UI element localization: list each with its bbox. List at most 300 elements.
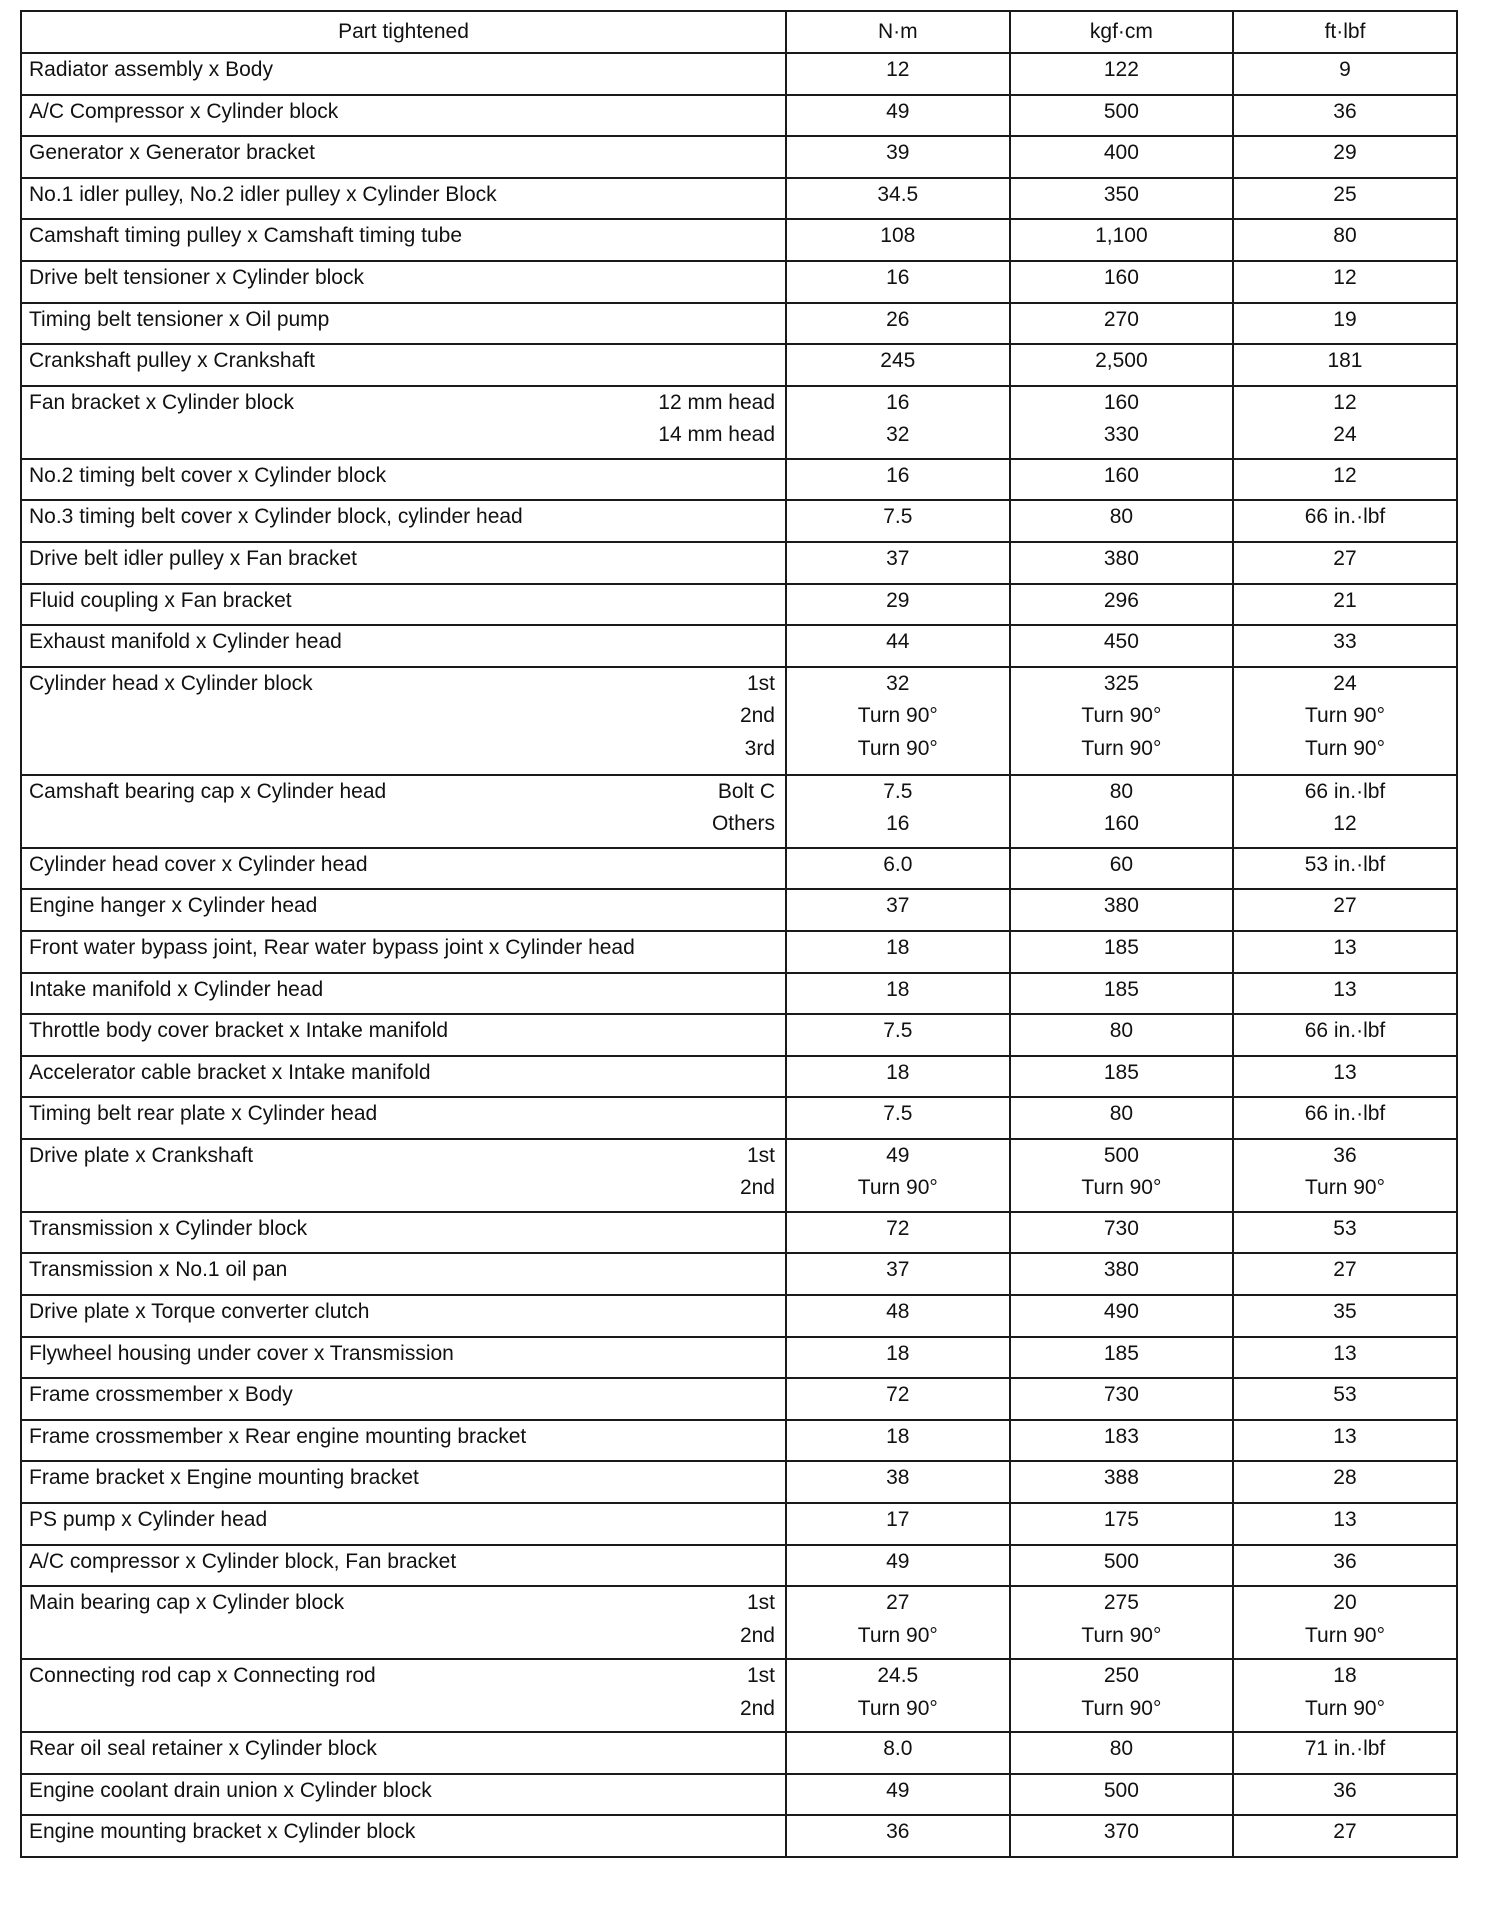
part-name: Exhaust manifold x Cylinder head	[29, 630, 342, 654]
condition: 14 mm head	[658, 423, 775, 447]
part-name-line	[22, 220, 785, 253]
part-name: Fan bracket x Cylinder block	[29, 390, 294, 414]
table-row	[21, 1253, 1457, 1295]
table-row	[21, 542, 1457, 584]
value-nm: 8.0	[883, 1737, 913, 1761]
value-kgfcm-cell	[1010, 1212, 1234, 1254]
value-kgfcm: 160	[1103, 265, 1139, 289]
part-cell	[21, 1295, 786, 1337]
part-name-line	[22, 543, 785, 576]
value-ftlbf: 53	[1333, 1216, 1357, 1240]
value-ftlbf-cell	[1233, 848, 1457, 890]
header-row	[21, 11, 1457, 53]
value-nm: 7.5	[883, 505, 913, 529]
value-ftlbf: Turn 90°	[1304, 736, 1385, 760]
condition: 12 mm head	[658, 390, 775, 414]
value-kgfcm: 500	[1103, 99, 1139, 123]
value-nm-cell	[786, 1212, 1010, 1254]
value-kgfcm: 270	[1103, 307, 1139, 331]
value-nm-cell	[786, 261, 1010, 303]
condition: 1st	[746, 671, 775, 695]
value-ftlbf: Turn 90°	[1304, 704, 1385, 728]
part-name: Throttle body cover bracket x Intake manifold	[29, 1019, 449, 1043]
value-kgfcm: 80	[1109, 1102, 1134, 1126]
part-cell	[21, 1139, 786, 1212]
table-row	[21, 1586, 1457, 1659]
part-name-line	[22, 1296, 785, 1329]
table-row	[21, 625, 1457, 667]
value-kgfcm: 370	[1103, 1820, 1139, 1844]
part-name-line	[22, 1057, 785, 1090]
value-kgfcm-cell	[1010, 1659, 1234, 1732]
part-name: Crankshaft pulley x Crankshaft	[29, 349, 315, 373]
value-ftlbf-cell	[1233, 973, 1457, 1015]
part-name: Timing belt rear plate x Cylinder head	[29, 1102, 378, 1126]
value-nm: 37	[886, 894, 910, 918]
value-nm-cell	[786, 1545, 1010, 1587]
value-ftlbf-cell	[1233, 1014, 1457, 1056]
value-kgfcm-cell	[1010, 1545, 1234, 1587]
part-cell	[21, 1503, 786, 1545]
condition: Others	[711, 812, 775, 836]
condition: 1st	[746, 1143, 775, 1167]
value-ftlbf: 13	[1333, 1060, 1357, 1084]
value-ftlbf-cell	[1233, 459, 1457, 501]
part-cell	[21, 1253, 786, 1295]
part-name: Camshaft bearing cap x Cylinder head	[29, 779, 387, 803]
value-ftlbf: 71 in.·lbf	[1304, 1737, 1386, 1761]
value-nm: 34.5	[877, 182, 919, 206]
value-ftlbf-cell	[1233, 95, 1457, 137]
value-kgfcm-cell	[1010, 1295, 1234, 1337]
table-row	[21, 1212, 1457, 1254]
value-ftlbf: 66 in.·lbf	[1304, 505, 1386, 529]
part-name-line	[22, 1338, 785, 1371]
value-nm: 16	[886, 812, 910, 836]
value-ftlbf-cell	[1233, 1420, 1457, 1462]
table-row	[21, 889, 1457, 931]
value-nm: Turn 90°	[857, 736, 938, 760]
value-kgfcm: Turn 90°	[1081, 704, 1162, 728]
part-name: Transmission x No.1 oil pan	[29, 1258, 288, 1282]
table-row	[21, 1337, 1457, 1379]
part-cell	[21, 584, 786, 626]
value-nm: 29	[886, 588, 910, 612]
value-ftlbf: 18	[1333, 1664, 1357, 1688]
value-ftlbf-cell	[1233, 219, 1457, 261]
table-row	[21, 1295, 1457, 1337]
value-nm-cell	[786, 178, 1010, 220]
part-cell	[21, 848, 786, 890]
table-row	[21, 178, 1457, 220]
part-name-line	[22, 304, 785, 337]
value-ftlbf-cell	[1233, 1732, 1457, 1774]
part-name-line	[22, 974, 785, 1007]
table-row	[21, 1545, 1457, 1587]
value-nm-cell	[786, 1815, 1010, 1857]
value-nm: 245	[880, 349, 916, 373]
value-ftlbf-cell	[1233, 667, 1457, 775]
header-ftlbf: ft·lbf	[1233, 11, 1457, 53]
value-kgfcm-cell	[1010, 261, 1234, 303]
value-ftlbf: 13	[1333, 977, 1357, 1001]
part-cell	[21, 1545, 786, 1587]
part-name: Transmission x Cylinder block	[29, 1216, 308, 1240]
value-nm-cell	[786, 1774, 1010, 1816]
part-cell	[21, 386, 786, 459]
table-row	[21, 219, 1457, 261]
part-name-line	[22, 345, 785, 378]
part-cell	[21, 178, 786, 220]
value-kgfcm: 380	[1103, 1258, 1139, 1282]
value-nm: 36	[886, 1820, 910, 1844]
value-nm: 44	[886, 630, 910, 654]
table-row	[21, 1461, 1457, 1503]
value-nm-cell	[786, 344, 1010, 386]
value-ftlbf: 24	[1333, 671, 1357, 695]
value-nm: 48	[886, 1300, 910, 1324]
part-cell	[21, 219, 786, 261]
value-ftlbf: 12	[1333, 812, 1357, 836]
value-nm-cell	[786, 136, 1010, 178]
value-nm-cell	[786, 775, 1010, 848]
value-nm: 16	[886, 265, 910, 289]
value-ftlbf: 13	[1333, 1508, 1357, 1532]
value-kgfcm: 380	[1103, 546, 1139, 570]
part-cell	[21, 136, 786, 178]
value-ftlbf-cell	[1233, 1659, 1457, 1732]
part-name-line	[22, 1504, 785, 1537]
part-cell	[21, 459, 786, 501]
part-name: Front water bypass joint, Rear water bypass joint x Cylinder head	[29, 935, 635, 959]
value-nm-cell	[786, 1732, 1010, 1774]
value-ftlbf-cell	[1233, 1253, 1457, 1295]
part-name-line	[22, 387, 785, 420]
table-row	[21, 775, 1457, 848]
value-kgfcm: 730	[1103, 1383, 1139, 1407]
value-kgfcm-cell	[1010, 1378, 1234, 1420]
value-nm-cell	[786, 95, 1010, 137]
value-nm: 37	[886, 1258, 910, 1282]
value-kgfcm: 730	[1103, 1216, 1139, 1240]
part-cell	[21, 1212, 786, 1254]
part-name-line	[22, 668, 785, 701]
part-name-line	[22, 1379, 785, 1412]
value-ftlbf: 33	[1333, 630, 1357, 654]
table-row	[21, 1774, 1457, 1816]
value-kgfcm: 160	[1103, 812, 1139, 836]
table-row	[21, 1097, 1457, 1139]
table-row	[21, 1503, 1457, 1545]
part-name-line	[22, 890, 785, 923]
value-nm: 16	[886, 390, 910, 414]
table-row	[21, 459, 1457, 501]
value-nm: 49	[886, 1549, 910, 1573]
value-kgfcm-cell	[1010, 889, 1234, 931]
part-name: No.3 timing belt cover x Cylinder block, cylinder head	[29, 505, 523, 529]
value-kgfcm: 175	[1103, 1508, 1139, 1532]
value-kgfcm: Turn 90°	[1081, 1696, 1162, 1720]
part-cell	[21, 775, 786, 848]
value-kgfcm-cell	[1010, 1420, 1234, 1462]
torque-spec-table	[20, 10, 1458, 1858]
table-row	[21, 261, 1457, 303]
value-nm-cell	[786, 219, 1010, 261]
part-name: Drive belt tensioner x Cylinder block	[29, 265, 364, 289]
part-cell	[21, 95, 786, 137]
value-nm: 108	[880, 224, 916, 248]
part-name-line	[22, 626, 785, 659]
value-ftlbf-cell	[1233, 261, 1457, 303]
value-ftlbf-cell	[1233, 1337, 1457, 1379]
part-name: Rear oil seal retainer x Cylinder block	[29, 1737, 377, 1761]
part-name: Intake manifold x Cylinder head	[29, 977, 324, 1001]
condition: 2nd	[739, 1696, 775, 1720]
value-kgfcm-cell	[1010, 584, 1234, 626]
part-cell	[21, 1056, 786, 1098]
value-ftlbf: Turn 90°	[1304, 1623, 1385, 1647]
value-kgfcm: 380	[1103, 894, 1139, 918]
part-name-line	[22, 179, 785, 212]
value-nm: 72	[886, 1216, 910, 1240]
part-name: Engine mounting bracket x Cylinder block	[29, 1820, 416, 1844]
value-nm: 18	[886, 1424, 910, 1448]
part-name: Timing belt tensioner x Oil pump	[29, 307, 330, 331]
part-name: Frame crossmember x Body	[29, 1383, 293, 1407]
value-nm: 17	[886, 1508, 910, 1532]
value-kgfcm-cell	[1010, 1097, 1234, 1139]
value-ftlbf: 24	[1333, 423, 1357, 447]
value-ftlbf-cell	[1233, 178, 1457, 220]
value-nm-cell	[786, 625, 1010, 667]
value-kgfcm-cell	[1010, 1815, 1234, 1857]
part-cell	[21, 889, 786, 931]
table-row	[21, 1014, 1457, 1056]
part-cell	[21, 1732, 786, 1774]
value-ftlbf: 25	[1333, 182, 1357, 206]
value-ftlbf: 19	[1333, 307, 1357, 331]
value-ftlbf-cell	[1233, 1545, 1457, 1587]
part-name: Generator x Generator bracket	[29, 141, 315, 165]
table-row	[21, 344, 1457, 386]
table-row	[21, 1139, 1457, 1212]
table-body	[21, 53, 1457, 1857]
value-nm-cell	[786, 1586, 1010, 1659]
value-ftlbf: 29	[1333, 141, 1357, 165]
value-ftlbf: 27	[1333, 894, 1357, 918]
value-ftlbf: 21	[1333, 588, 1357, 612]
condition: 1st	[746, 1591, 775, 1615]
value-nm-cell	[786, 1295, 1010, 1337]
value-kgfcm-cell	[1010, 1774, 1234, 1816]
value-nm-cell	[786, 1253, 1010, 1295]
value-nm-cell	[786, 1014, 1010, 1056]
value-ftlbf: 13	[1333, 935, 1357, 959]
condition: 2nd	[739, 1176, 775, 1200]
value-nm: 6.0	[883, 852, 913, 876]
value-kgfcm-cell	[1010, 1503, 1234, 1545]
table-row	[21, 136, 1457, 178]
value-ftlbf: Turn 90°	[1304, 1176, 1385, 1200]
part-cell	[21, 1420, 786, 1462]
value-nm: 49	[886, 1143, 910, 1167]
value-ftlbf: 35	[1333, 1300, 1357, 1324]
part-name-line	[22, 54, 785, 87]
value-ftlbf-cell	[1233, 625, 1457, 667]
value-nm-cell	[786, 1659, 1010, 1732]
part-cell	[21, 973, 786, 1015]
value-ftlbf-cell	[1233, 1503, 1457, 1545]
part-name: PS pump x Cylinder head	[29, 1508, 268, 1532]
value-nm: 39	[886, 141, 910, 165]
value-nm: 72	[886, 1383, 910, 1407]
condition: 1st	[746, 1664, 775, 1688]
value-kgfcm-cell	[1010, 500, 1234, 542]
value-kgfcm-cell	[1010, 973, 1234, 1015]
value-kgfcm-cell	[1010, 303, 1234, 345]
part-name-line	[22, 932, 785, 965]
value-kgfcm-cell	[1010, 1139, 1234, 1212]
value-kgfcm: 183	[1103, 1424, 1139, 1448]
value-nm-cell	[786, 1461, 1010, 1503]
part-name-line	[22, 1254, 785, 1287]
value-kgfcm-cell	[1010, 775, 1234, 848]
value-kgfcm: 296	[1103, 588, 1139, 612]
value-ftlbf: Turn 90°	[1304, 1696, 1385, 1720]
part-name-line	[22, 585, 785, 618]
value-kgfcm-cell	[1010, 542, 1234, 584]
value-ftlbf: 12	[1333, 265, 1357, 289]
value-kgfcm-cell	[1010, 1337, 1234, 1379]
value-kgfcm-cell	[1010, 136, 1234, 178]
part-name: Drive belt idler pulley x Fan bracket	[29, 546, 357, 570]
value-kgfcm-cell	[1010, 53, 1234, 95]
value-ftlbf: 66 in.·lbf	[1304, 1102, 1386, 1126]
table-row	[21, 1732, 1457, 1774]
value-ftlbf: 12	[1333, 390, 1357, 414]
value-nm-cell	[786, 667, 1010, 775]
part-cell	[21, 1378, 786, 1420]
value-kgfcm: 275	[1103, 1591, 1139, 1615]
value-kgfcm: 80	[1109, 505, 1134, 529]
part-cell	[21, 625, 786, 667]
value-ftlbf-cell	[1233, 889, 1457, 931]
value-kgfcm: 160	[1103, 463, 1139, 487]
value-kgfcm: 1,100	[1095, 224, 1148, 248]
part-name-line	[22, 1015, 785, 1048]
value-kgfcm: 490	[1103, 1300, 1139, 1324]
part-name: Engine hanger x Cylinder head	[29, 894, 318, 918]
header-kgfcm: kgf·cm	[1010, 11, 1234, 53]
part-name-line	[22, 1140, 785, 1173]
value-nm-cell	[786, 500, 1010, 542]
table-row	[21, 1056, 1457, 1098]
table-row	[21, 95, 1457, 137]
value-ftlbf: 13	[1333, 1424, 1357, 1448]
value-kgfcm: 500	[1103, 1143, 1139, 1167]
value-nm-cell	[786, 1420, 1010, 1462]
value-nm-cell	[786, 53, 1010, 95]
value-nm-cell	[786, 1503, 1010, 1545]
part-name: Frame bracket x Engine mounting bracket	[29, 1466, 419, 1490]
part-name-line	[22, 262, 785, 295]
table-row	[21, 667, 1457, 775]
value-ftlbf-cell	[1233, 1586, 1457, 1659]
value-nm-cell	[786, 584, 1010, 626]
value-nm-cell	[786, 1056, 1010, 1098]
table-row	[21, 973, 1457, 1015]
value-kgfcm-cell	[1010, 344, 1234, 386]
part-name: Fluid coupling x Fan bracket	[29, 588, 292, 612]
table-row	[21, 931, 1457, 973]
value-kgfcm-cell	[1010, 178, 1234, 220]
value-nm: Turn 90°	[857, 1623, 938, 1647]
table-row	[21, 1378, 1457, 1420]
part-name-line	[22, 1587, 785, 1620]
part-cell	[21, 931, 786, 973]
part-name: Camshaft timing pulley x Camshaft timing tube	[29, 224, 463, 248]
part-name: Radiator assembly x Body	[29, 58, 273, 81]
value-kgfcm: Turn 90°	[1081, 1623, 1162, 1647]
value-ftlbf-cell	[1233, 53, 1457, 95]
value-kgfcm: 388	[1103, 1466, 1139, 1490]
value-nm: 38	[886, 1466, 910, 1490]
value-nm-cell	[786, 973, 1010, 1015]
table-row	[21, 1815, 1457, 1857]
table-row	[21, 1420, 1457, 1462]
value-ftlbf: 80	[1333, 224, 1357, 248]
header-nm: N·m	[786, 11, 1010, 53]
table-row	[21, 848, 1457, 890]
value-ftlbf: 28	[1333, 1466, 1357, 1490]
table-row	[21, 53, 1457, 95]
value-nm: 7.5	[883, 779, 913, 803]
value-ftlbf: 36	[1333, 1778, 1357, 1802]
value-kgfcm-cell	[1010, 1253, 1234, 1295]
value-ftlbf-cell	[1233, 1056, 1457, 1098]
value-ftlbf-cell	[1233, 303, 1457, 345]
value-nm-cell	[786, 1378, 1010, 1420]
part-cell	[21, 667, 786, 775]
part-cell	[21, 1461, 786, 1503]
part-name-line	[22, 1660, 785, 1693]
part-name: No.2 timing belt cover x Cylinder block	[29, 463, 387, 487]
value-ftlbf: 36	[1333, 1549, 1357, 1573]
value-kgfcm: 350	[1103, 182, 1139, 206]
part-name-line	[22, 1775, 785, 1808]
condition: 2nd	[739, 1623, 775, 1647]
part-cell	[21, 261, 786, 303]
part-name: Connecting rod cap x Connecting rod	[29, 1664, 376, 1688]
value-nm: 18	[886, 1341, 910, 1365]
value-nm: 18	[886, 935, 910, 959]
value-kgfcm-cell	[1010, 931, 1234, 973]
value-kgfcm-cell	[1010, 667, 1234, 775]
part-name-line	[22, 1462, 785, 1495]
value-kgfcm-cell	[1010, 95, 1234, 137]
part-name-line	[22, 849, 785, 882]
value-ftlbf: 27	[1333, 1258, 1357, 1282]
part-name: Frame crossmember x Rear engine mounting bracket	[29, 1424, 527, 1448]
value-kgfcm: 60	[1109, 852, 1134, 876]
value-kgfcm-cell	[1010, 1056, 1234, 1098]
part-name-line	[22, 1421, 785, 1454]
value-nm: 49	[886, 1778, 910, 1802]
value-ftlbf-cell	[1233, 1815, 1457, 1857]
value-ftlbf: 36	[1333, 99, 1357, 123]
part-name: No.1 idler pulley, No.2 idler pulley x Cylinder Block	[29, 182, 497, 206]
value-ftlbf-cell	[1233, 344, 1457, 386]
